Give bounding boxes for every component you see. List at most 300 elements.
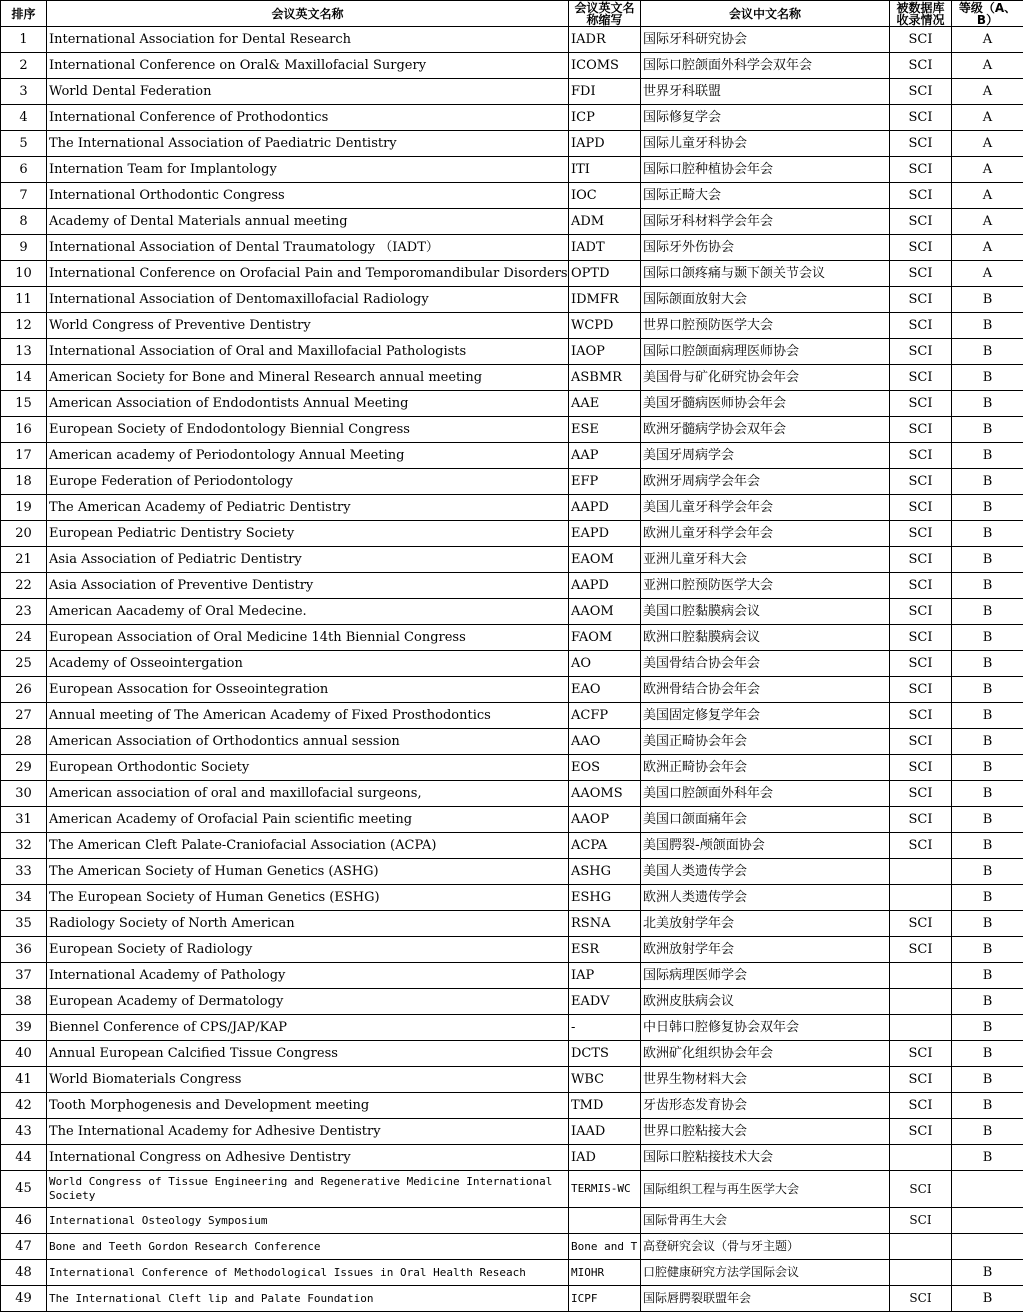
cell-grade: B — [952, 885, 1023, 911]
cell-rank: 10 — [1, 261, 47, 287]
cell-abbreviation: IADR — [569, 27, 641, 53]
cell-abbreviation: IADT — [569, 235, 641, 261]
cell-chinese-name: 亚洲口腔预防医学大会 — [641, 573, 890, 599]
cell-rank: 8 — [1, 209, 47, 235]
cell-abbreviation: AAOM — [569, 599, 641, 625]
cell-database: SCI — [890, 1171, 952, 1208]
cell-database: SCI — [890, 495, 952, 521]
cell-abbreviation: Bone and T — [569, 1234, 641, 1260]
cell-rank: 45 — [1, 1171, 47, 1208]
cell-chinese-name: 欧洲牙周病学会年会 — [641, 469, 890, 495]
cell-rank: 34 — [1, 885, 47, 911]
cell-chinese-name: 国际颌面放射大会 — [641, 287, 890, 313]
cell-rank: 27 — [1, 703, 47, 729]
cell-grade: B — [952, 833, 1023, 859]
cell-english-name: The International Academy for Adhesive Dentistry — [47, 1119, 569, 1145]
cell-chinese-name: 欧洲矿化组织协会年会 — [641, 1041, 890, 1067]
cell-abbreviation: AAO — [569, 729, 641, 755]
cell-english-name: Europe Federation of Periodontology — [47, 469, 569, 495]
header-chinese-name: 会议中文名称 — [641, 1, 890, 27]
cell-database: SCI — [890, 27, 952, 53]
cell-database: SCI — [890, 209, 952, 235]
table-row — [1, 313, 1023, 339]
cell-abbreviation: ESR — [569, 937, 641, 963]
cell-grade: B — [952, 1041, 1023, 1067]
cell-chinese-name: 美国腭裂-颅颌面协会 — [641, 833, 890, 859]
cell-database: SCI — [890, 261, 952, 287]
cell-rank: 12 — [1, 313, 47, 339]
cell-database: SCI — [890, 807, 952, 833]
cell-chinese-name: 美国骨结合协会年会 — [641, 651, 890, 677]
cell-rank: 28 — [1, 729, 47, 755]
cell-english-name: Annual European Calcified Tissue Congress — [47, 1041, 569, 1067]
header-abbreviation: 会议英文名称缩写 — [569, 1, 641, 27]
table-row — [1, 1041, 1023, 1067]
cell-english-name: European Pediatric Dentistry Society — [47, 521, 569, 547]
cell-chinese-name: 国际口腔颌面病理医师协会 — [641, 339, 890, 365]
cell-rank: 2 — [1, 53, 47, 79]
cell-english-name: American Society for Bone and Mineral Research annual meeting — [47, 365, 569, 391]
cell-abbreviation: IOC — [569, 183, 641, 209]
cell-abbreviation: AAOMS — [569, 781, 641, 807]
cell-grade: B — [952, 1260, 1023, 1286]
cell-database — [890, 989, 952, 1015]
table-row — [1, 781, 1023, 807]
table-row — [1, 1286, 1023, 1312]
cell-chinese-name: 美国口腔黏膜病会议 — [641, 599, 890, 625]
cell-abbreviation: EAPD — [569, 521, 641, 547]
table-row — [1, 963, 1023, 989]
table-row — [1, 53, 1023, 79]
table-row — [1, 703, 1023, 729]
cell-grade: B — [952, 313, 1023, 339]
cell-english-name: Academy of Osseointergation — [47, 651, 569, 677]
cell-chinese-name: 北美放射学年会 — [641, 911, 890, 937]
cell-grade: A — [952, 131, 1023, 157]
cell-chinese-name: 中日韩口腔修复协会双年会 — [641, 1015, 890, 1041]
table-row — [1, 573, 1023, 599]
cell-database: SCI — [890, 573, 952, 599]
cell-rank: 13 — [1, 339, 47, 365]
cell-chinese-name: 欧洲正畸协会年会 — [641, 755, 890, 781]
cell-database: SCI — [890, 911, 952, 937]
cell-database: SCI — [890, 443, 952, 469]
cell-english-name: World Congress of Preventive Dentistry — [47, 313, 569, 339]
cell-grade: A — [952, 79, 1023, 105]
cell-grade: B — [952, 1286, 1023, 1312]
table-row — [1, 131, 1023, 157]
table-row — [1, 469, 1023, 495]
cell-rank: 9 — [1, 235, 47, 261]
cell-database: SCI — [890, 651, 952, 677]
cell-abbreviation: TMD — [569, 1093, 641, 1119]
table-row — [1, 235, 1023, 261]
cell-grade: B — [952, 521, 1023, 547]
cell-grade: B — [952, 703, 1023, 729]
cell-abbreviation: EOS — [569, 755, 641, 781]
cell-rank: 37 — [1, 963, 47, 989]
table-row — [1, 625, 1023, 651]
cell-grade: A — [952, 235, 1023, 261]
cell-english-name: The American Society of Human Genetics (ASHG) — [47, 859, 569, 885]
cell-rank: 25 — [1, 651, 47, 677]
cell-english-name: The American Cleft Palate-Craniofacial Association (ACPA) — [47, 833, 569, 859]
cell-abbreviation: ADM — [569, 209, 641, 235]
cell-english-name: World Dental Federation — [47, 79, 569, 105]
cell-chinese-name: 美国牙髓病医师协会年会 — [641, 391, 890, 417]
cell-chinese-name: 国际口颌疼痛与颞下颌关节会议 — [641, 261, 890, 287]
cell-grade: B — [952, 599, 1023, 625]
cell-database — [890, 963, 952, 989]
cell-rank: 6 — [1, 157, 47, 183]
cell-abbreviation: FAOM — [569, 625, 641, 651]
cell-english-name: European Academy of Dermatology — [47, 989, 569, 1015]
table-row — [1, 547, 1023, 573]
cell-grade — [952, 1208, 1023, 1234]
cell-abbreviation: ICP — [569, 105, 641, 131]
cell-english-name: Bone and Teeth Gordon Research Conference — [47, 1234, 569, 1260]
cell-chinese-name: 欧洲儿童牙科学会年会 — [641, 521, 890, 547]
cell-database: SCI — [890, 937, 952, 963]
cell-english-name: Radiology Society of North American — [47, 911, 569, 937]
cell-abbreviation: ITI — [569, 157, 641, 183]
cell-database: SCI — [890, 1041, 952, 1067]
cell-rank: 30 — [1, 781, 47, 807]
cell-database: SCI — [890, 521, 952, 547]
cell-database — [890, 1234, 952, 1260]
cell-rank: 49 — [1, 1286, 47, 1312]
cell-rank: 33 — [1, 859, 47, 885]
table-row — [1, 807, 1023, 833]
table-row — [1, 339, 1023, 365]
cell-english-name: European Assocation for Osseointegration — [47, 677, 569, 703]
cell-grade: B — [952, 1093, 1023, 1119]
cell-abbreviation: RSNA — [569, 911, 641, 937]
cell-database: SCI — [890, 1067, 952, 1093]
table-row — [1, 105, 1023, 131]
cell-grade: B — [952, 573, 1023, 599]
cell-chinese-name: 世界生物材料大会 — [641, 1067, 890, 1093]
cell-rank: 32 — [1, 833, 47, 859]
cell-chinese-name: 欧洲人类遗传学会 — [641, 885, 890, 911]
cell-abbreviation: IAP — [569, 963, 641, 989]
cell-grade: A — [952, 157, 1023, 183]
cell-rank: 4 — [1, 105, 47, 131]
cell-rank: 31 — [1, 807, 47, 833]
cell-database: SCI — [890, 1119, 952, 1145]
cell-abbreviation: DCTS — [569, 1041, 641, 1067]
cell-english-name: Tooth Morphogenesis and Development meeting — [47, 1093, 569, 1119]
cell-chinese-name: 美国口颌面痛年会 — [641, 807, 890, 833]
cell-rank: 7 — [1, 183, 47, 209]
table-row — [1, 651, 1023, 677]
cell-rank: 42 — [1, 1093, 47, 1119]
cell-database: SCI — [890, 625, 952, 651]
cell-rank: 46 — [1, 1208, 47, 1234]
table-row — [1, 677, 1023, 703]
cell-english-name: Annual meeting of The American Academy of Fixed Prosthodontics — [47, 703, 569, 729]
cell-grade: B — [952, 417, 1023, 443]
cell-english-name: American association of oral and maxillofacial surgeons, — [47, 781, 569, 807]
cell-abbreviation: AAPD — [569, 495, 641, 521]
cell-database: SCI — [890, 599, 952, 625]
cell-abbreviation: IAPD — [569, 131, 641, 157]
cell-rank: 14 — [1, 365, 47, 391]
cell-grade: B — [952, 1145, 1023, 1171]
cell-database: SCI — [890, 79, 952, 105]
cell-grade: B — [952, 443, 1023, 469]
cell-rank: 18 — [1, 469, 47, 495]
cell-grade: B — [952, 339, 1023, 365]
cell-abbreviation: EADV — [569, 989, 641, 1015]
cell-abbreviation: AAE — [569, 391, 641, 417]
table-row — [1, 1234, 1023, 1260]
cell-english-name: International Conference on Oral& Maxillofacial Surgery — [47, 53, 569, 79]
cell-database: SCI — [890, 729, 952, 755]
cell-database — [890, 885, 952, 911]
table-row — [1, 989, 1023, 1015]
cell-abbreviation: IAD — [569, 1145, 641, 1171]
cell-database: SCI — [890, 391, 952, 417]
cell-grade: B — [952, 963, 1023, 989]
cell-abbreviation: WCPD — [569, 313, 641, 339]
cell-grade: B — [952, 755, 1023, 781]
cell-chinese-name: 欧洲皮肤病会议 — [641, 989, 890, 1015]
cell-rank: 3 — [1, 79, 47, 105]
cell-abbreviation: - — [569, 1015, 641, 1041]
cell-grade: B — [952, 1119, 1023, 1145]
cell-database — [890, 1145, 952, 1171]
cell-abbreviation — [569, 1208, 641, 1234]
cell-abbreviation: TERMIS-WC — [569, 1171, 641, 1208]
cell-english-name: The American Academy of Pediatric Dentistry — [47, 495, 569, 521]
cell-chinese-name: 美国儿童牙科学会年会 — [641, 495, 890, 521]
cell-rank: 11 — [1, 287, 47, 313]
cell-rank: 17 — [1, 443, 47, 469]
cell-abbreviation: AO — [569, 651, 641, 677]
cell-chinese-name: 欧洲骨结合协会年会 — [641, 677, 890, 703]
table-row — [1, 599, 1023, 625]
cell-database: SCI — [890, 131, 952, 157]
table-row — [1, 157, 1023, 183]
cell-chinese-name: 国际口腔粘接技术大会 — [641, 1145, 890, 1171]
cell-database: SCI — [890, 1208, 952, 1234]
cell-rank: 16 — [1, 417, 47, 443]
cell-rank: 47 — [1, 1234, 47, 1260]
table-row — [1, 1067, 1023, 1093]
cell-database: SCI — [890, 1286, 952, 1312]
table-row — [1, 729, 1023, 755]
cell-english-name: The International Cleft lip and Palate Foundation — [47, 1286, 569, 1312]
cell-database: SCI — [890, 339, 952, 365]
cell-grade: B — [952, 547, 1023, 573]
cell-abbreviation: MIOHR — [569, 1260, 641, 1286]
cell-english-name: European Orthodontic Society — [47, 755, 569, 781]
cell-chinese-name: 美国骨与矿化研究协会年会 — [641, 365, 890, 391]
table-row — [1, 937, 1023, 963]
cell-grade: B — [952, 391, 1023, 417]
cell-english-name: World Biomaterials Congress — [47, 1067, 569, 1093]
cell-chinese-name: 美国固定修复学年会 — [641, 703, 890, 729]
cell-abbreviation: AAP — [569, 443, 641, 469]
cell-abbreviation: ESE — [569, 417, 641, 443]
cell-chinese-name: 口腔健康研究方法学国际会议 — [641, 1260, 890, 1286]
cell-rank: 29 — [1, 755, 47, 781]
cell-grade: B — [952, 911, 1023, 937]
table-row — [1, 911, 1023, 937]
cell-database: SCI — [890, 417, 952, 443]
cell-rank: 23 — [1, 599, 47, 625]
cell-grade: B — [952, 1015, 1023, 1041]
table-row — [1, 1015, 1023, 1041]
cell-chinese-name: 国际口腔种植协会年会 — [641, 157, 890, 183]
cell-english-name: The International Association of Paediatric Dentistry — [47, 131, 569, 157]
cell-abbreviation: IAOP — [569, 339, 641, 365]
cell-rank: 22 — [1, 573, 47, 599]
cell-english-name: International Association of Oral and Maxillofacial Pathologists — [47, 339, 569, 365]
table-row — [1, 183, 1023, 209]
table-row — [1, 261, 1023, 287]
cell-grade: B — [952, 651, 1023, 677]
cell-grade — [952, 1171, 1023, 1208]
cell-english-name: American academy of Periodontology Annual Meeting — [47, 443, 569, 469]
cell-chinese-name: 美国正畸协会年会 — [641, 729, 890, 755]
table-row — [1, 287, 1023, 313]
cell-english-name: European Association of Oral Medicine 14th Biennial Congress — [47, 625, 569, 651]
cell-database: SCI — [890, 313, 952, 339]
cell-english-name: International Conference on Orofacial Pain and Temporomandibular Disorders — [47, 261, 569, 287]
cell-rank: 19 — [1, 495, 47, 521]
cell-database: SCI — [890, 547, 952, 573]
cell-english-name: Internation Team for Implantology — [47, 157, 569, 183]
cell-rank: 35 — [1, 911, 47, 937]
cell-database: SCI — [890, 755, 952, 781]
cell-abbreviation: ESHG — [569, 885, 641, 911]
cell-database: SCI — [890, 105, 952, 131]
table-row — [1, 209, 1023, 235]
cell-rank: 26 — [1, 677, 47, 703]
cell-chinese-name: 国际牙科研究协会 — [641, 27, 890, 53]
table-row — [1, 417, 1023, 443]
cell-english-name: Asia Association of Preventive Dentistry — [47, 573, 569, 599]
cell-chinese-name: 国际病理医师学会 — [641, 963, 890, 989]
cell-english-name: European Society of Radiology — [47, 937, 569, 963]
table-row — [1, 27, 1023, 53]
cell-database: SCI — [890, 833, 952, 859]
cell-abbreviation: EFP — [569, 469, 641, 495]
cell-abbreviation: EAO — [569, 677, 641, 703]
cell-grade: A — [952, 27, 1023, 53]
cell-chinese-name: 国际牙科材料学会年会 — [641, 209, 890, 235]
table-row — [1, 1119, 1023, 1145]
cell-database: SCI — [890, 469, 952, 495]
table-row — [1, 443, 1023, 469]
cell-abbreviation: ICPF — [569, 1286, 641, 1312]
cell-english-name: Academy of Dental Materials annual meeting — [47, 209, 569, 235]
cell-rank: 5 — [1, 131, 47, 157]
cell-chinese-name: 美国牙周病学会 — [641, 443, 890, 469]
cell-grade: B — [952, 365, 1023, 391]
cell-english-name: International Congress on Adhesive Dentistry — [47, 1145, 569, 1171]
cell-chinese-name: 世界口腔预防医学大会 — [641, 313, 890, 339]
table-row — [1, 833, 1023, 859]
cell-chinese-name: 欧洲放射学年会 — [641, 937, 890, 963]
table-row — [1, 495, 1023, 521]
cell-abbreviation: ASBMR — [569, 365, 641, 391]
cell-rank: 43 — [1, 1119, 47, 1145]
cell-english-name: International Association of Dental Traumatology （IADT） — [47, 235, 569, 261]
cell-grade: B — [952, 1067, 1023, 1093]
cell-chinese-name: 美国口腔颌面外科年会 — [641, 781, 890, 807]
cell-english-name: Asia Association of Pediatric Dentistry — [47, 547, 569, 573]
cell-chinese-name: 国际口腔颌面外科学会双年会 — [641, 53, 890, 79]
cell-chinese-name: 世界牙科联盟 — [641, 79, 890, 105]
cell-abbreviation: ACFP — [569, 703, 641, 729]
table-row — [1, 859, 1023, 885]
cell-abbreviation: FDI — [569, 79, 641, 105]
cell-chinese-name: 国际牙外伤协会 — [641, 235, 890, 261]
cell-database: SCI — [890, 183, 952, 209]
cell-abbreviation: ACPA — [569, 833, 641, 859]
cell-chinese-name: 牙齿形态发育协会 — [641, 1093, 890, 1119]
table-row — [1, 1145, 1023, 1171]
cell-grade: B — [952, 287, 1023, 313]
table-row — [1, 521, 1023, 547]
cell-database — [890, 859, 952, 885]
cell-rank: 39 — [1, 1015, 47, 1041]
cell-chinese-name: 世界口腔粘接大会 — [641, 1119, 890, 1145]
table-row — [1, 1260, 1023, 1286]
cell-database: SCI — [890, 287, 952, 313]
cell-rank: 41 — [1, 1067, 47, 1093]
cell-abbreviation: EAOM — [569, 547, 641, 573]
cell-english-name: American Association of Endodontists Annual Meeting — [47, 391, 569, 417]
cell-english-name: International Osteology Symposium — [47, 1208, 569, 1234]
cell-grade: A — [952, 261, 1023, 287]
cell-english-name: The European Society of Human Genetics (ESHG) — [47, 885, 569, 911]
cell-database: SCI — [890, 53, 952, 79]
cell-database — [890, 1260, 952, 1286]
table-row — [1, 755, 1023, 781]
cell-grade: B — [952, 469, 1023, 495]
cell-english-name: Biennel Conference of CPS/JAP/KAP — [47, 1015, 569, 1041]
cell-chinese-name: 美国人类遗传学会 — [641, 859, 890, 885]
cell-database: SCI — [890, 235, 952, 261]
cell-grade — [952, 1234, 1023, 1260]
cell-english-name: European Society of Endodontology Biennial Congress — [47, 417, 569, 443]
cell-rank: 38 — [1, 989, 47, 1015]
cell-rank: 21 — [1, 547, 47, 573]
cell-grade: B — [952, 729, 1023, 755]
header-database: 被数据库收录情况 — [890, 1, 952, 27]
cell-rank: 36 — [1, 937, 47, 963]
table-row — [1, 79, 1023, 105]
cell-chinese-name: 高登研究会议（骨与牙主题） — [641, 1234, 890, 1260]
cell-rank: 1 — [1, 27, 47, 53]
cell-grade: A — [952, 53, 1023, 79]
cell-english-name: World Congress of Tissue Engineering and Regenerative Medicine International Society — [47, 1171, 569, 1208]
cell-database: SCI — [890, 157, 952, 183]
cell-abbreviation: ASHG — [569, 859, 641, 885]
table-row — [1, 1208, 1023, 1234]
cell-grade: A — [952, 209, 1023, 235]
table-body — [1, 27, 1023, 1312]
cell-english-name: International Conference of Methodological Issues in Oral Health Reseach — [47, 1260, 569, 1286]
cell-chinese-name: 国际骨再生大会 — [641, 1208, 890, 1234]
cell-grade: A — [952, 105, 1023, 131]
cell-chinese-name: 亚洲儿童牙科大会 — [641, 547, 890, 573]
cell-grade: B — [952, 937, 1023, 963]
